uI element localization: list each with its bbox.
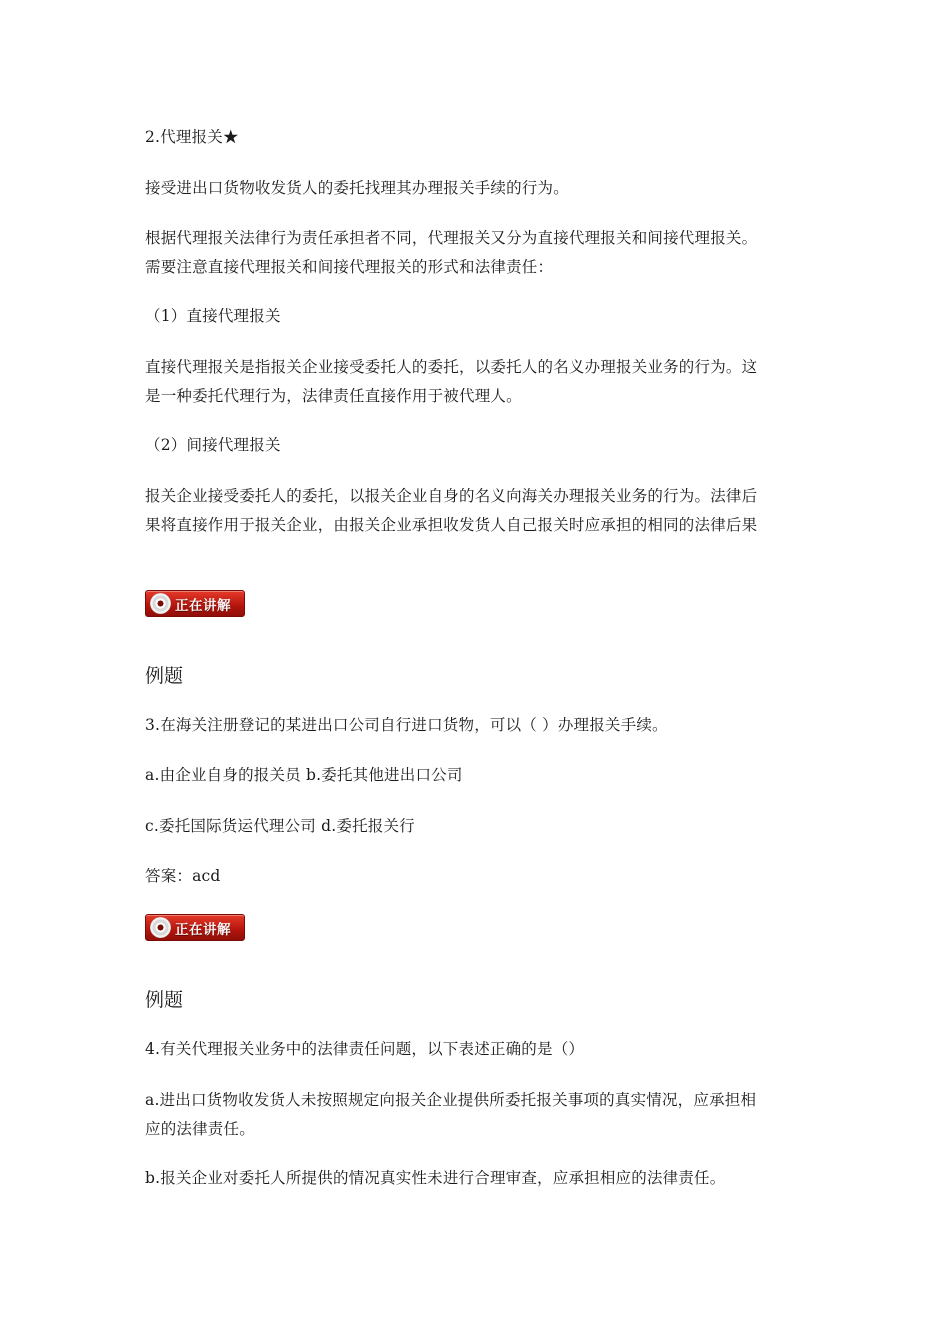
example-2-option-b: b.报关企业对委托人所提供的情况真实性未进行合理审查，应承担相应的法律责任。 <box>145 1169 726 1187</box>
intro-line-1: 根据代理报关法律行为责任承担者不同，代理报关又分为直接代理报关和间接代理报关。 <box>145 229 758 247</box>
intro-line-2: 需要注意直接代理报关和间接代理报关的形式和法律责任： <box>145 258 554 276</box>
badge-label: 正在讲解 <box>175 921 231 938</box>
example-1-question: 3.在海关注册登记的某进出口公司自行进口货物，可以（ ）办理报关手续。 <box>145 716 668 734</box>
disc-icon <box>150 917 171 938</box>
example-2-option-a-line-2: 应的法律责任。 <box>145 1120 255 1138</box>
disc-icon <box>150 593 171 614</box>
example-2-label: 例题 <box>145 989 184 1011</box>
now-explaining-badge <box>145 914 245 941</box>
direct-agency-line-1: 直接代理报关是指报关企业接受委托人的委托，以委托人的名义办理报关业务的行为。这 <box>145 358 758 376</box>
direct-agency-line-2: 是一种委托代理行为，法律责任直接作用于被代理人。 <box>145 387 522 405</box>
example-1-answer: 答案：acd <box>145 867 221 885</box>
direct-agency-title: （1）直接代理报关 <box>145 307 281 325</box>
badge-label: 正在讲解 <box>175 597 231 614</box>
indirect-agency-line-1: 报关企业接受委托人的委托，以报关企业自身的名义向海关办理报关业务的行为。法律后 <box>145 487 758 505</box>
example-1-label: 例题 <box>145 665 184 687</box>
example-2-question: 4.有关代理报关业务中的法律责任问题，以下表述正确的是（） <box>145 1040 585 1058</box>
indirect-agency-title: （2）间接代理报关 <box>145 436 281 454</box>
indirect-agency-line-2: 果将直接作用于报关企业，由报关企业承担收发货人自己报关时应承担的相同的法律后果 <box>145 516 758 534</box>
definition-text: 接受进出口货物收发货人的委托找理其办理报关手续的行为。 <box>145 179 569 197</box>
example-1-options-line-2: c.委托国际货运代理公司 d.委托报关行 <box>145 817 415 835</box>
now-explaining-badge <box>145 590 245 617</box>
example-2-option-a-line-1: a.进出口货物收发货人未按照规定向报关企业提供所委托报关事项的真实情况，应承担相 <box>145 1091 757 1109</box>
section-heading: 2.代理报关★ <box>145 128 239 146</box>
example-1-options-line-1: a.由企业自身的报关员 b.委托其他进出口公司 <box>145 766 463 784</box>
